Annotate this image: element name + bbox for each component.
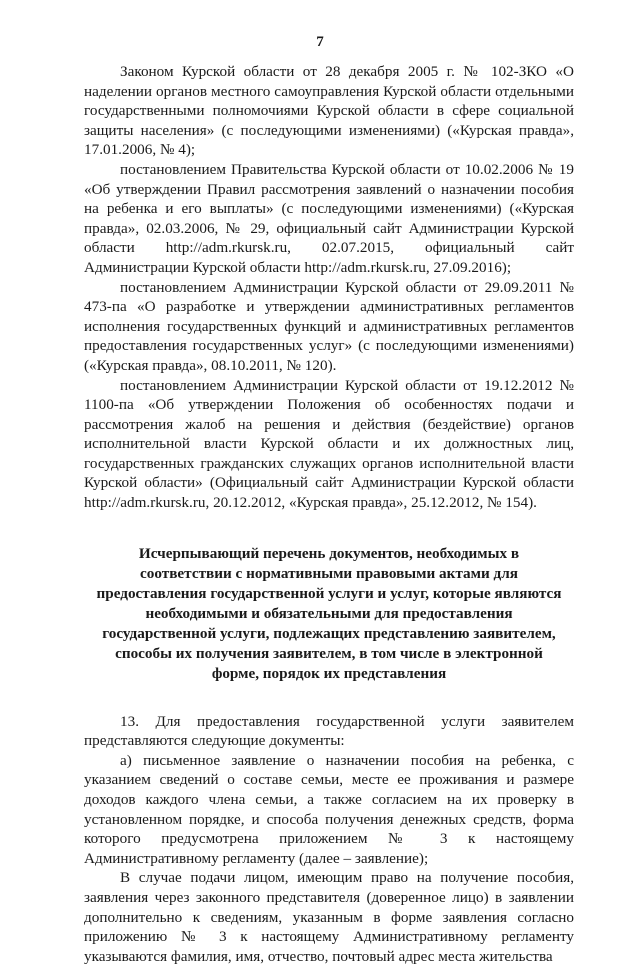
paragraph-resolution-473-pa: постановлением Администрации Курской области от 29.09.2011 № 473-па «О разработке и утверждении административных регламентов исполнения государственных функций и административных регламентов предоставления государственных услуг» (с последующими изменениями) («Курская правда», 08.10.2011, № 120). bbox=[84, 278, 574, 374]
paragraph-item-13: 13. Для предоставления государственной услуги заявителем представляются следующие документы: bbox=[84, 712, 574, 750]
page-number: 7 bbox=[316, 34, 324, 50]
paragraph-resolution-19: постановлением Правительства Курской области от 10.02.2006 № 19 «Об утверждении Правил рассмотрения заявлений о назначении пособия на ребенка и его выплаты» (с последующими изменениями) («Курская правда», 02.03.2006, № 29, официальный сайт Администрации Курской области http://adm.rkursk.ru, 02.07.2015, официальный сайт Администрации Курской области http://adm.rkursk.ru, 27.09.2016); bbox=[84, 160, 574, 276]
paragraph-law-102-zko: Законом Курской области от 28 декабря 2005 г. № 102-ЗКО «О наделении органов местного самоуправления Курской области отдельными государственными полномочиями Курской области в сфере социальной защиты населения» (с последующими изменениями) («Курская правда», 17.01.2006, № 4); bbox=[84, 63, 574, 159]
paragraph-representative: В случае подачи лицом, имеющим право на получение пособия, заявления через законного представителя (доверенное лицо) в заявлении дополнительно к сведениям, указанным в форме заявления согласно приложению № 3 к настоящему Административному регламенту указываются фамилия, имя, отчество, почтовый адрес места жительства bbox=[84, 869, 574, 965]
paragraph-item-a: а) письменное заявление о назначении пособия на ребенка, с указанием сведений о составе семьи, месте ее проживания и размере доходов каждого члена семьи, а также согласием на их проверку в установленном порядке, и способа получения денежных средств, форма которого предусмотрена приложением № 3 к настоящему Административному регламенту (далее – заявление); bbox=[84, 751, 574, 867]
paragraph-resolution-1100-pa: постановлением Администрации Курской области от 19.12.2012 № 1100-па «Об утверждении Положения об особенностях подачи и рассмотрения жалоб на решения и действия (бездействие) органов исполнительной власти Курской области и их должностных лиц, государственных гражданских служащих органов исполнительной власти Курской области» (Официальный сайт Администрации Курской области http://adm.rkursk.ru, 20.12.2012, «Курская правда», 25.12.2012, № 154). bbox=[84, 376, 574, 512]
document-body bbox=[84, 62, 574, 966]
section-heading: Исчерпывающий перечень документов, необходимых в соответствии с нормативными правовыми актами для предоставления государственной услуги и услуг, которые являются необходимыми и обязательными для предоставления государственной услуги, подлежащих представлению заявителем, способы их получения заявителем, в том числе в электронной форме, порядок их представления bbox=[96, 544, 562, 682]
